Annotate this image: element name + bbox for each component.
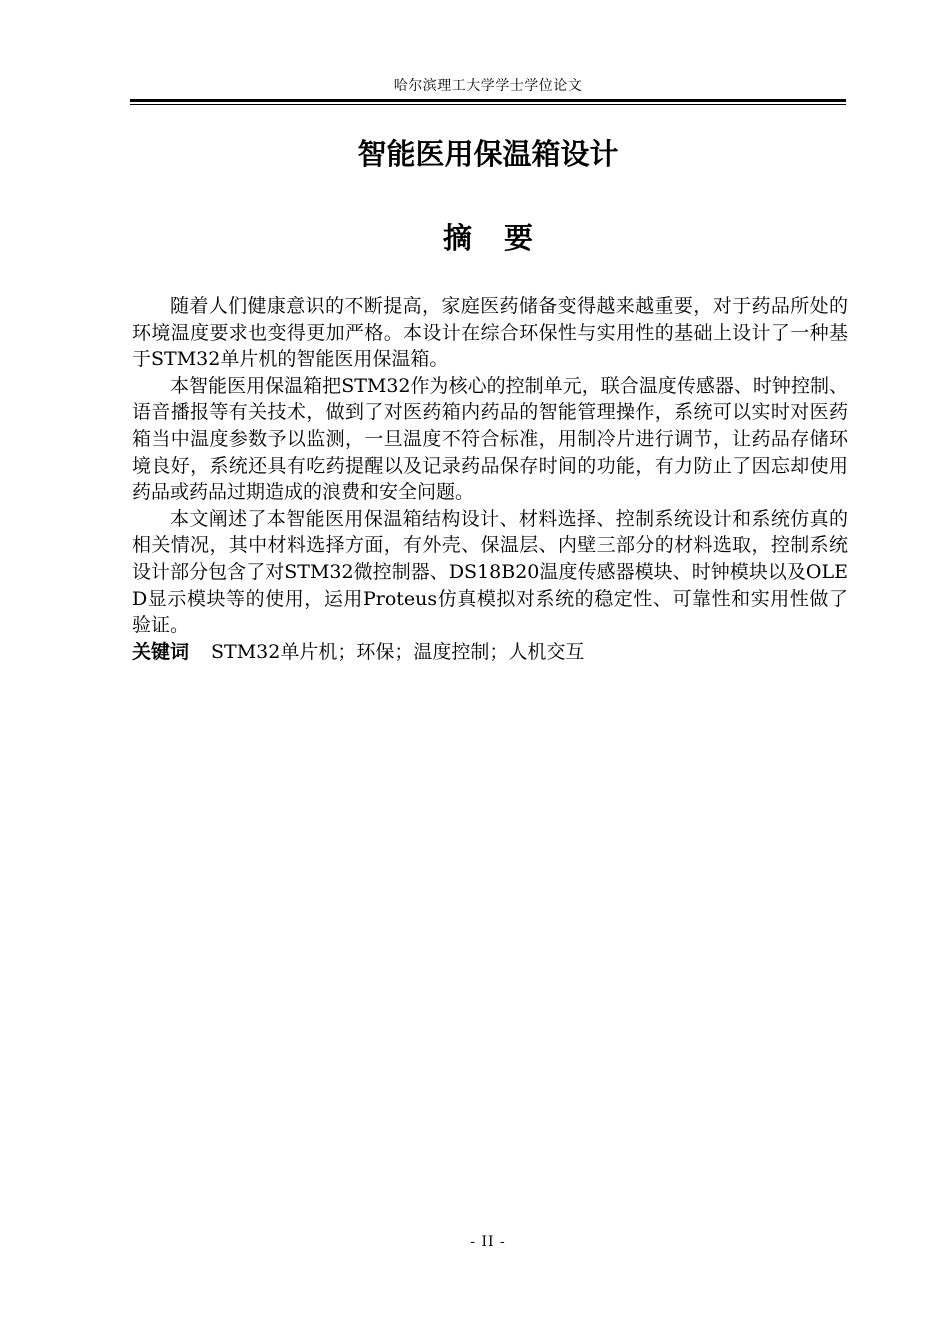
document-title: 智能医用保温箱设计 (357, 137, 619, 171)
header-rule-thin (130, 104, 846, 105)
keywords-line (132, 639, 848, 666)
abstract-body (132, 293, 848, 665)
header-rule-thick (130, 99, 846, 102)
running-header: 哈尔滨理工大学学士学位论文 (393, 78, 583, 94)
abstract-paragraph-1: 随着人们健康意识的不断提高，家庭医药储备变得越来越重要，对于药品所处的环境温度要求也变得更加严格。本设计在综合环保性与实用性的基础上设计了一种基于STM32单片机的智能医用保温箱。 (132, 295, 848, 371)
page-number: - II - (470, 1234, 506, 1250)
abstract-heading: 摘要 (442, 221, 565, 255)
keywords-list: STM32单片机；环保；温度控制；人机交互 (211, 640, 585, 663)
abstract-paragraph-2: 本智能医用保温箱把STM32作为核心的控制单元，联合温度传感器、时钟控制、语音播报等有关技术，做到了对医药箱内药品的智能管理操作，系统可以实时对医药箱当中温度参数予以监测，一旦温度不符合标准，用制冷片进行调节，让药品存储环境良好，系统还具有吃药提醒以及记录药品保存时间的功能，有力防止了因忘却使用药品或药品过期造成的浪费和安全问题。 (132, 374, 848, 504)
abstract-paragraph-3: 本文阐述了本智能医用保温箱结构设计、材料选择、控制系统设计和系统仿真的相关情况，其中材料选择方面，有外壳、保温层、内壁三部分的材料选取，控制系统设计部分包含了对STM32微控制器、DS18B20温度传感器模块、时钟模块以及OLED显示模块等的使用，运用Proteus仿真模拟对系统的稳定性、可靠性和实用性做了验证。 (132, 507, 848, 637)
keywords-label: 关键词 (132, 640, 190, 663)
